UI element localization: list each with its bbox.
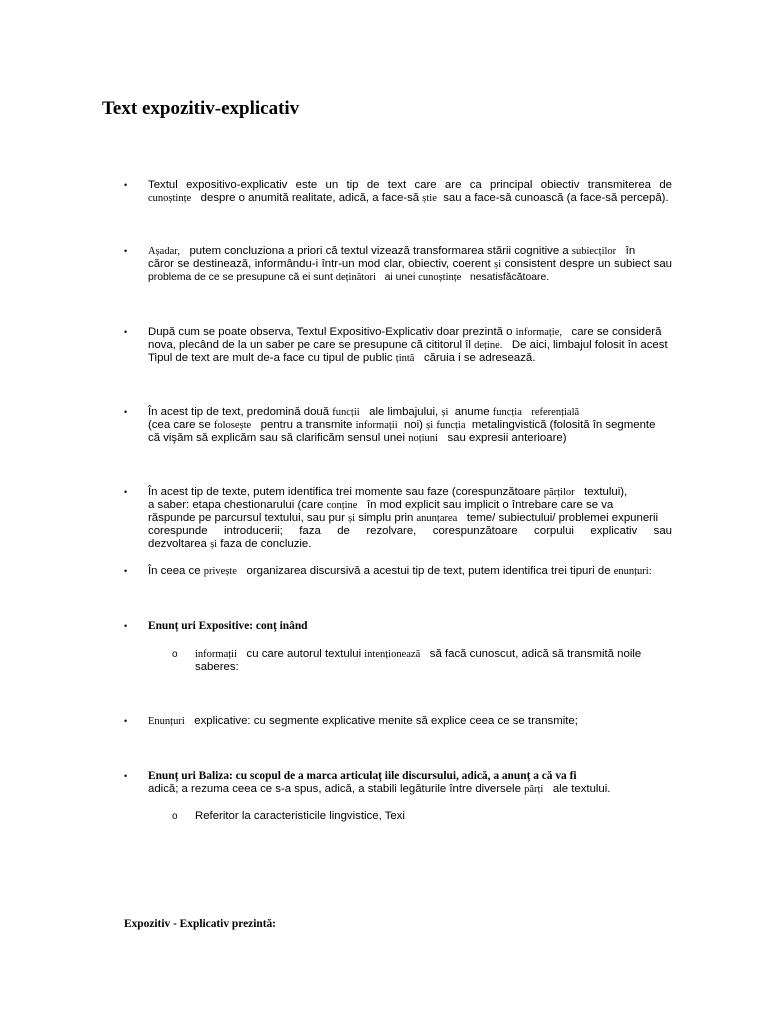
sub-list-item-text: [195, 810, 673, 823]
text-line: Referitor la caracteristicile lingvistice, Texi: [195, 810, 405, 822]
circle-bullet-icon: o: [172, 649, 178, 660]
list-item-text: [148, 620, 672, 633]
list-item-text: [148, 715, 672, 728]
text-line: Enunț uri Baliza: cu scopul de a marca articulaț iile discursului, adică, a anunț a că va fi: [148, 770, 577, 782]
bullet-icon: •: [124, 621, 128, 631]
list-item-text: [148, 770, 672, 796]
text-line: Enunțuri explicative: cu segmente explicative menite să explice ceea ce se transmite;: [148, 715, 578, 727]
text-line: că vişăm să explicăm sau să clarificăm sensul unei noțiuni sau expresii anterioare): [148, 432, 567, 444]
text-line: corespunde introducerii; faza de rezolvare, corespunzătoare corpului explicativ sau: [148, 525, 672, 537]
text-line: (cea care se folosește pentru a transmite informații noi) și funcția metalingvistică (folosită în segmente: [148, 419, 656, 431]
list-item-text: [148, 486, 672, 551]
text-line: Textul expositivo-explicativ este un tip de text care are ca principal obiectiv transmiterea de: [148, 179, 672, 191]
text-line: problema de ce se presupune că ei sunt deținători ai unei cunoștințe nesatisfăcătoare.: [148, 272, 550, 283]
list-item-text: [148, 565, 672, 578]
bullet-icon: •: [124, 407, 128, 417]
list-item-text: [148, 326, 672, 365]
bullet-icon: •: [124, 566, 128, 576]
text-line: răspunde pe parcursul textului, sau pur și simplu prin anunțarea teme/ subiectului/ problemei expunerii: [148, 512, 659, 524]
text-line: După cum se poate observa, Textul Expositivo-Explicativ doar prezintă o informație, care se consideră: [148, 326, 662, 338]
document-title: Text expozitiv-explicativ: [102, 98, 300, 119]
bullet-icon: •: [124, 487, 128, 497]
text-line: informații cu care autorul textului intenționează să facă cunoscut, adică să transmită noile: [195, 648, 642, 660]
text-line: cunoștințe despre o anumită realitate, adică, a face-să știe sau a face-să cunoască (a face-să percepă).: [148, 192, 669, 204]
list-item-text: [148, 179, 672, 205]
list-item-text: [148, 406, 672, 445]
bullet-icon: •: [124, 180, 128, 190]
bullet-icon: •: [124, 771, 128, 781]
bullet-icon: •: [124, 246, 128, 256]
text-line: Tipul de text are mult de-a face cu tipul de public țintă căruia i se adresează.: [148, 352, 536, 364]
text-line: În ceea ce privește organizarea discursivă a acestui tip de text, putem identifica trei tipuri de enunțuri:: [148, 565, 652, 577]
text-line: Așadar, putem concluziona a priori că textul vizează transformarea stării cognitive a subiecților în: [148, 245, 636, 257]
text-line: saberes:: [195, 661, 239, 673]
bullet-icon: •: [124, 327, 128, 337]
text-line: În acest tip de text, predomină două funcții ale limbajului, și anume funcția referențială: [148, 406, 580, 418]
text-line: a saber: etapa chestionarului (care conține în mod explicit sau implicit o întrebare care se va: [148, 499, 614, 511]
list-item-text: [148, 245, 672, 284]
section-heading: Expozitiv - Explicativ prezintă:: [124, 918, 276, 930]
text-line: dezvoltarea și faza de concluzie.: [148, 538, 312, 550]
text-line: Enunț uri Expositive: conț inând: [148, 620, 308, 632]
text-line: adică; a rezuma ceea ce s-a spus, adică, a stabili legăturile între diversele părți ale textului.: [148, 783, 611, 795]
text-line: căror se destinează, informându-i într-un mod clar, obiectiv, coerent și consistent despre un subiect sau: [148, 258, 672, 270]
text-line: În acest tip de texte, putem identifica trei momente sau faze (corespunzătoare părților textului),: [148, 486, 628, 498]
circle-bullet-icon: o: [172, 811, 178, 822]
bullet-icon: •: [124, 716, 128, 726]
sub-list-item-text: [195, 648, 673, 674]
text-line: nova, plecând de la un saber pe care se presupune că cititorul îl deține. De aici, limbajul folosit în acest: [148, 339, 668, 351]
